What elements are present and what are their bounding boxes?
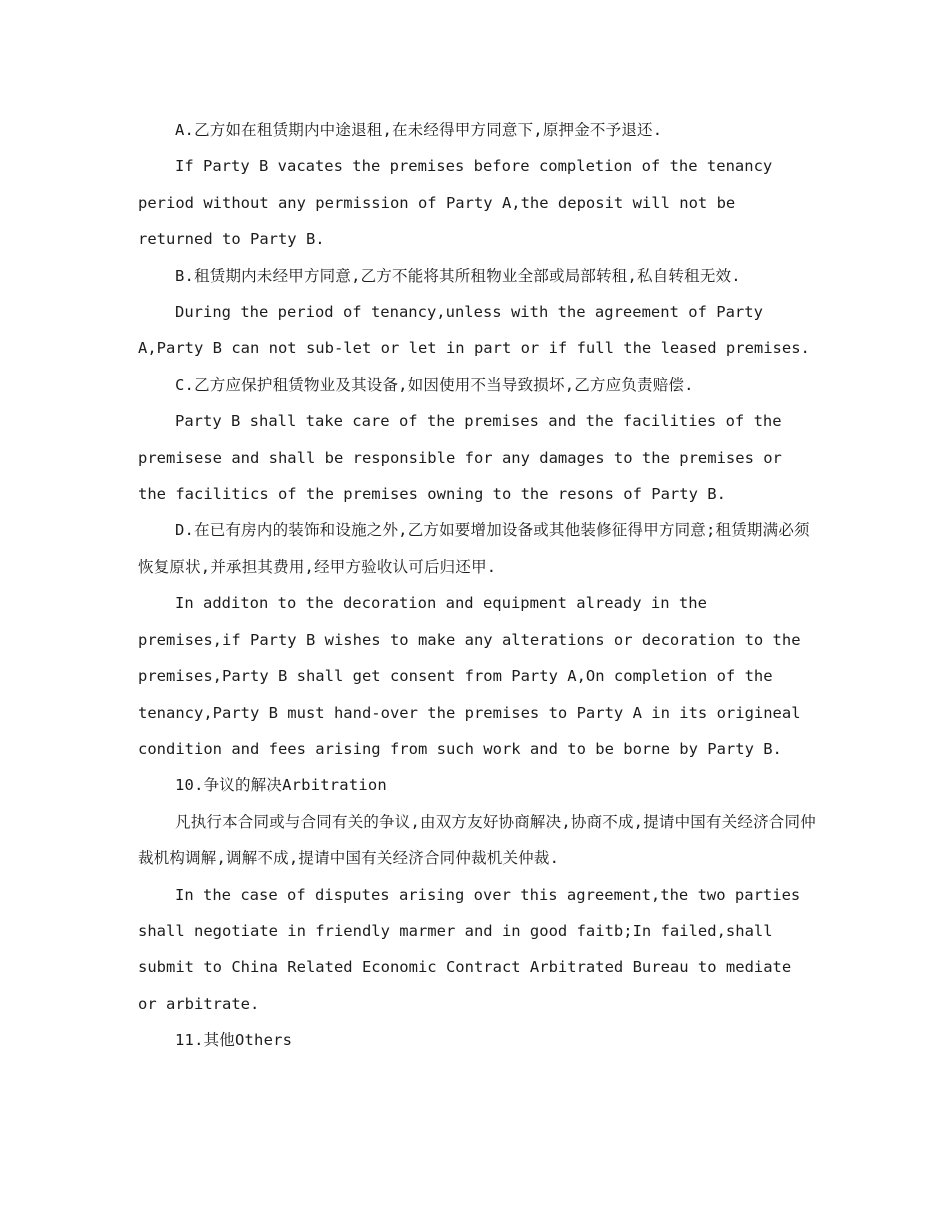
section-10-heading: 10.争议的解决Arbitration [175, 776, 387, 795]
clause-a-chinese: A.乙方如在租赁期内中途退租,在未经得甲方同意下,原押金不予退还. [175, 121, 663, 139]
clause-b-english: During the period of tenancy,unless with the agreement of Party A,Party B can not sub-let or let in part or if full the leased premises. [138, 303, 810, 358]
clause-d-english: In additon to the decoration and equipment already in the premises,if Party B wishes to make any alterations or decoration to the premises,Party B shall get consent from Party A,On completion of the tenancy,Party B must hand-over the premises to Party A in its origineal condition and fees arising from such work and to be borne by Party B. [138, 594, 810, 758]
clause-b-chinese: B.租赁期内未经甲方同意,乙方不能将其所租物业全部或局部转租,私自转租无效. [175, 266, 741, 285]
clause-c-chinese: C.乙方应保护租赁物业及其设备,如因使用不当导致损坏,乙方应负责赔偿. [175, 375, 694, 394]
document-body [138, 112, 818, 1059]
section-11-heading: 11.其他Others [175, 1031, 293, 1050]
clause-a-english: If Party B vacates the premises before completion of the tenancy period without any permission of Party A,the deposit will not be returned to Party B. [138, 157, 782, 249]
arbitration-chinese: 凡执行本合同或与合同有关的争议,由双方友好协商解决,协商不成,提请中国有关经济合同仲裁机构调解,调解不成,提请中国有关经济合同仲裁机关仲裁. [138, 812, 816, 868]
clause-d-chinese: D.在已有房内的装饰和设施之外,乙方如要增加设备或其他装修征得甲方同意;租赁期满必须恢复原状,并承担其费用,经甲方验收认可后归还甲. [138, 521, 810, 576]
arbitration-english: In the case of disputes arising over this agreement,the two parties shall negotiate in friendly marmer and in good faitb;In failed,shall submit to China Related Economic Contract Arbitrated Bureau to mediate or arbitrate. [138, 885, 810, 1013]
clause-c-english: Party B shall take care of the premises and the facilities of the premisese and shall be responsible for any damages to the premises or the facilitics of the premises owning to the resons of Party B. [138, 412, 792, 504]
